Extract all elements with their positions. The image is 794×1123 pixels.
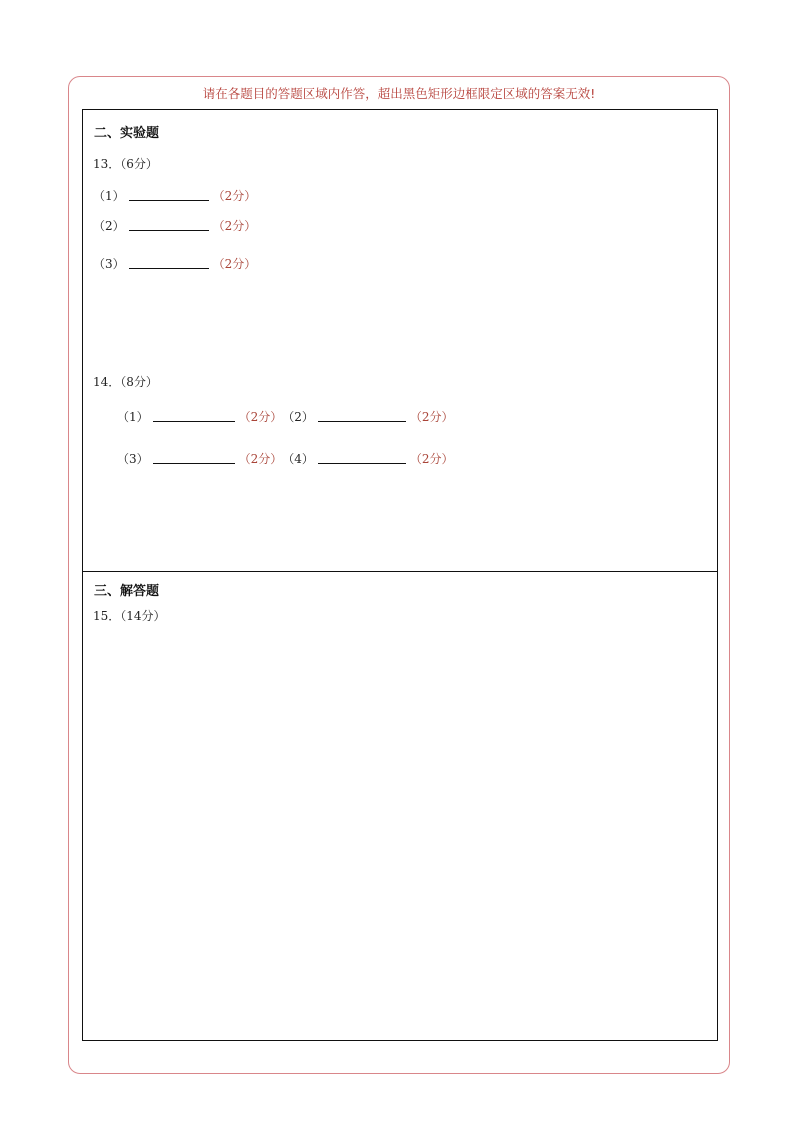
q14-item-2-number: （2）: [282, 410, 314, 424]
q13-answer-blank-2[interactable]: [129, 229, 209, 231]
q13-item-1-score: （2分）: [212, 189, 257, 203]
q13-item-2: [93, 217, 256, 234]
answer-area-notice: 请在各题目的答题区域内作答，超出黑色矩形边框限定区域的答案无效!: [202, 86, 596, 101]
q14-row-2: [117, 450, 454, 467]
q14-item-1-number: （1）: [117, 410, 149, 424]
experiment-answer-box: [82, 109, 718, 572]
q14-answer-blank-1[interactable]: [153, 420, 235, 422]
section-title-solution: 三、解答题: [94, 584, 160, 599]
q14-item-2-score: （2分）: [409, 410, 454, 424]
question-14-label: 14．（8分）: [93, 375, 158, 389]
q13-answer-blank-1[interactable]: [129, 199, 209, 201]
q14-answer-blank-3[interactable]: [153, 462, 235, 464]
section-title-experiment: 二、实验题: [94, 126, 160, 141]
question-13-label: 13．（6分）: [93, 157, 158, 171]
q14-answer-blank-4[interactable]: [318, 462, 406, 464]
q13-item-3-number: （3）: [93, 257, 125, 271]
q13-item-3-score: （2分）: [212, 257, 257, 271]
solution-answer-box[interactable]: [82, 571, 718, 1041]
q14-item-1-score: （2分）: [238, 410, 283, 424]
q14-row-1: [117, 408, 454, 425]
q13-item-1: [93, 187, 256, 204]
q14-item-4-score: （2分）: [409, 452, 454, 466]
q14-item-3-number: （3）: [117, 452, 149, 466]
q13-item-3: [93, 255, 256, 272]
question-15-label: 15．（14分）: [93, 609, 166, 623]
q13-item-2-score: （2分）: [212, 219, 257, 233]
q13-answer-blank-3[interactable]: [129, 267, 209, 269]
q13-item-1-number: （1）: [93, 189, 125, 203]
q14-item-3-score: （2分）: [238, 452, 283, 466]
q13-item-2-number: （2）: [93, 219, 125, 233]
q14-item-4-number: （4）: [282, 452, 314, 466]
q14-answer-blank-2[interactable]: [318, 420, 406, 422]
